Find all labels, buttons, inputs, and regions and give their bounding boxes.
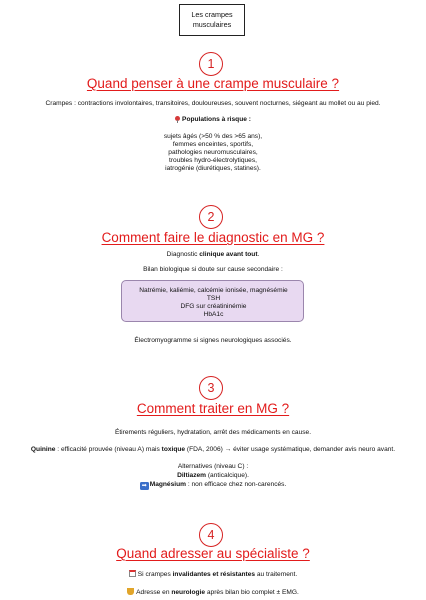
quinine-statement: Quinine : efficacité prouvée (niveau A) mais toxique (FDA, 2006) → éviter usage systématique, demander avis neuro avant. (30, 446, 396, 453)
section-1-heading: Quand penser à une crampe musculaire ? (86, 76, 340, 91)
trophy-icon (127, 588, 134, 595)
pushpin-icon (175, 116, 180, 121)
document-title-box (179, 4, 245, 36)
risk-item: troubles hydro-électrolytiques, (169, 157, 257, 164)
arrow-right-icon: ➡ (141, 483, 147, 489)
risk-item: sujets âgés (>50 % des >65 ans), (163, 133, 263, 140)
section-2-number: 2 (199, 205, 223, 229)
section-3-number: 3 (199, 376, 223, 400)
bilan-item: Natrémie, kaliémie, calcémie ionisée, magnésémie (139, 287, 288, 294)
section-4-number: 4 (199, 523, 223, 547)
section-4-heading: Quand adresser au spécialiste ? (116, 546, 310, 561)
refer-destination: Adresse en neurologie après bilan bio complet ± EMG. (0, 588, 426, 597)
calendar-icon (129, 570, 136, 577)
bilan-item: HbA1c (203, 311, 224, 318)
bilan-item: DFG sur créatininémie (180, 303, 247, 310)
section-2-heading: Comment faire le diagnostic en MG ? (101, 230, 325, 245)
risk-item: iatrogénie (diurétiques, statines). (165, 165, 261, 172)
title-line-1: Les crampes (191, 10, 233, 19)
alternatives-title: Alternatives (niveau C) : (177, 463, 249, 470)
bilan-intro: Bilan biologique si doute sur cause secondaire : (143, 266, 283, 273)
risk-item: femmes enceintes, sportifs, (172, 141, 254, 148)
bilan-item: TSH (206, 295, 221, 302)
risk-populations-title: Populations à risque : (0, 116, 426, 124)
diagnostic-statement: Diagnostic clinique avant tout. (166, 251, 260, 258)
cramp-definition: Crampes : contractions involontaires, transitoires, douloureuses, souvent nocturnes, siégeant au mollet ou au pied. (45, 100, 381, 107)
section-1-number: 1 (199, 52, 223, 76)
risk-item: pathologies neuromusculaires, (168, 149, 258, 156)
general-measures: Étirements réguliers, hydratation, arrêt des médicaments en cause. (114, 429, 312, 436)
diltiazem-item: Diltiazem (anticalcique). (177, 472, 249, 479)
bilan-box (121, 280, 304, 322)
title-line-2: musculaires (192, 20, 232, 29)
refer-criteria: Si crampes invalidantes et résistantes au traitement. (0, 570, 426, 579)
magnesium-item: ➡ Magnésium : non efficace chez non-carencés. (141, 481, 287, 489)
section-3-heading: Comment traiter en MG ? (136, 401, 290, 416)
emg-statement: Électromyogramme si signes neurologiques associés. (134, 337, 292, 344)
